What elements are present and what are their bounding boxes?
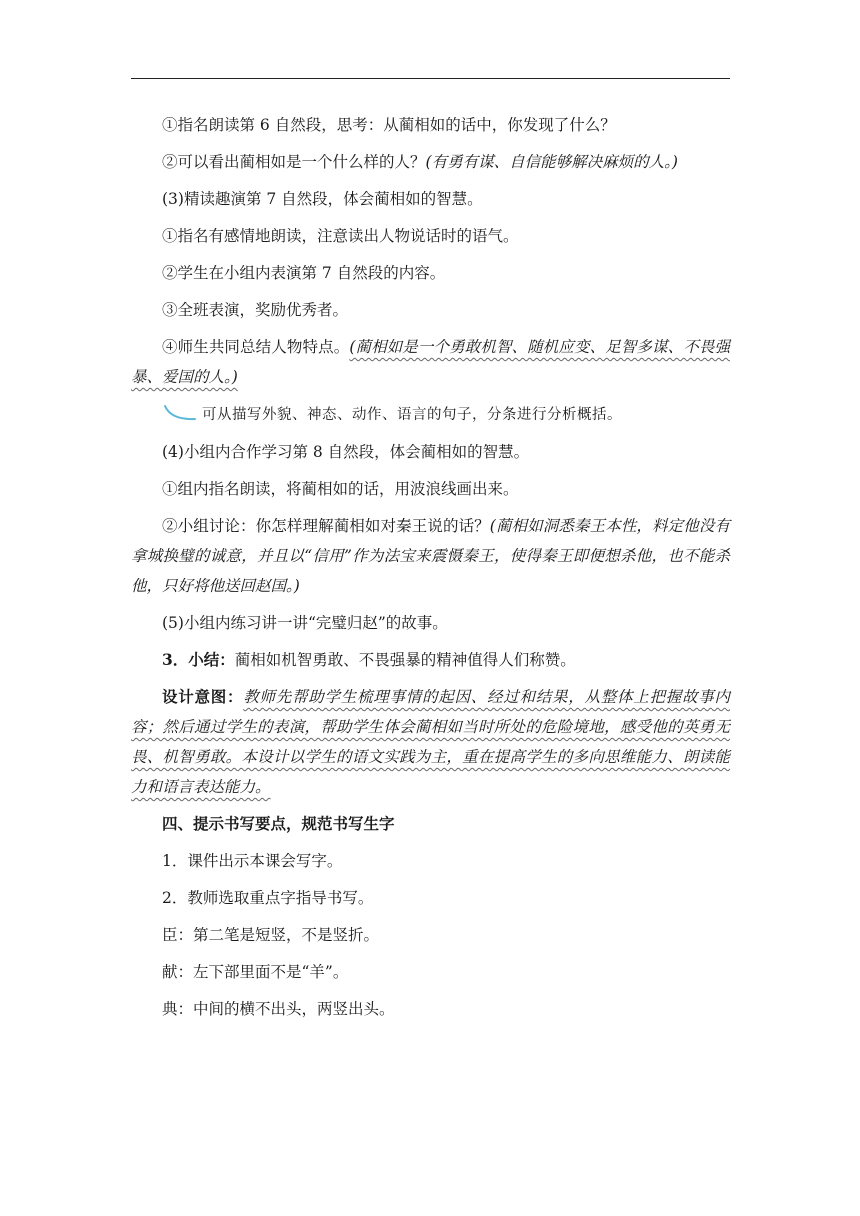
design-intent-label: 设计意图：: [162, 687, 244, 706]
text: ①组内指名朗读，将蔺相如的话，用波浪线画出来。: [162, 480, 519, 498]
text: ①指名有感情地朗读，注意读出人物说话时的语气。: [162, 227, 519, 245]
answer-text: (蔺相如洞悉秦王本性，料定他没有拿城换璧的诚意，并且以“信用”作为法宝来震慑秦王，使得秦王即便想杀他，也不能杀他，只好将他送回赵国。): [131, 517, 730, 595]
heading-text: 四、提示书写要点，规范书写生字: [162, 814, 395, 833]
wavy-answer-text: (蔺相如是一个勇敢机智、随机应变、足智多谋、不畏强暴、爱国的人。): [131, 338, 730, 386]
paragraph-1: [131, 110, 730, 140]
text: 典：中间的横不出头，两竖出头。: [162, 1000, 395, 1018]
design-intent: [131, 682, 730, 802]
text: (4)小组内合作学习第 8 自然段，体会蔺相如的智慧。: [162, 443, 530, 461]
text: ④师生共同总结人物特点。: [162, 338, 350, 356]
paragraph-5: [131, 258, 730, 288]
text: ②学生在小组内表演第 7 自然段的内容。: [162, 264, 446, 282]
paragraph-7: [131, 332, 730, 392]
paragraph-10: [131, 511, 730, 601]
paragraph-15: [131, 883, 730, 913]
text: 臣：第二笔是短竖，不是竖折。: [162, 926, 380, 944]
text: ①指名朗读第 6 自然段，思考：从蔺相如的话中，你发现了什么？: [162, 116, 616, 134]
paragraph-2: [131, 147, 730, 177]
paragraph-6: [131, 295, 730, 325]
paragraph-summary: [131, 645, 730, 675]
text: 2．教师选取重点字指导书写。: [162, 889, 374, 907]
summary-text: 蔺相如机智勇敢、不畏强暴的精神值得人们称赞。: [234, 651, 576, 669]
paragraph-17: [131, 957, 730, 987]
note-text: 可从描写外貌、神态、动作、语言的句子，分条进行分析概括。: [202, 407, 622, 423]
text: 1．课件出示本课会写字。: [162, 852, 343, 870]
paragraph-16: [131, 920, 730, 950]
summary-label: 3．小结：: [162, 650, 235, 669]
header-rule: [131, 78, 730, 79]
curved-arrow-icon: [163, 402, 197, 424]
text: (5)小组内练习讲一讲“完璧归赵”的故事。: [162, 614, 448, 632]
answer-text: (有勇有谋、自信能够解决麻烦的人。): [425, 153, 678, 171]
document-body: [131, 110, 730, 1031]
text: ③全班表演，奖励优秀者。: [162, 301, 349, 319]
paragraph-3: [131, 184, 730, 214]
paragraph-14: [131, 846, 730, 876]
paragraph-11: [131, 608, 730, 638]
paragraph-4: [131, 221, 730, 251]
text: (3)精读趣演第 7 自然段，体会蔺相如的智慧。: [162, 190, 483, 208]
section-heading: [131, 809, 730, 839]
paragraph-8: [131, 437, 730, 467]
paragraph-9: [131, 474, 730, 504]
text: 献：左下部里面不是“羊”。: [162, 963, 349, 981]
margin-note: [131, 400, 730, 430]
text: ②小组讨论：你怎样理解蔺相如对秦王说的话？: [162, 517, 490, 535]
text: ②可以看出蔺相如是一个什么样的人？: [162, 153, 426, 171]
paragraph-18: [131, 994, 730, 1024]
design-intent-text: 教师先帮助学生梳理事情的起因、经过和结果，从整体上把握故事内容；然后通过学生的表演，帮助学生体会蔺相如当时所处的危险境地，感受他的英勇无畏、机智勇敢。本设计以学生的语文实践为主，重在提高学生的多向思维能力、朗读能力和语言表达能力。: [131, 688, 730, 796]
